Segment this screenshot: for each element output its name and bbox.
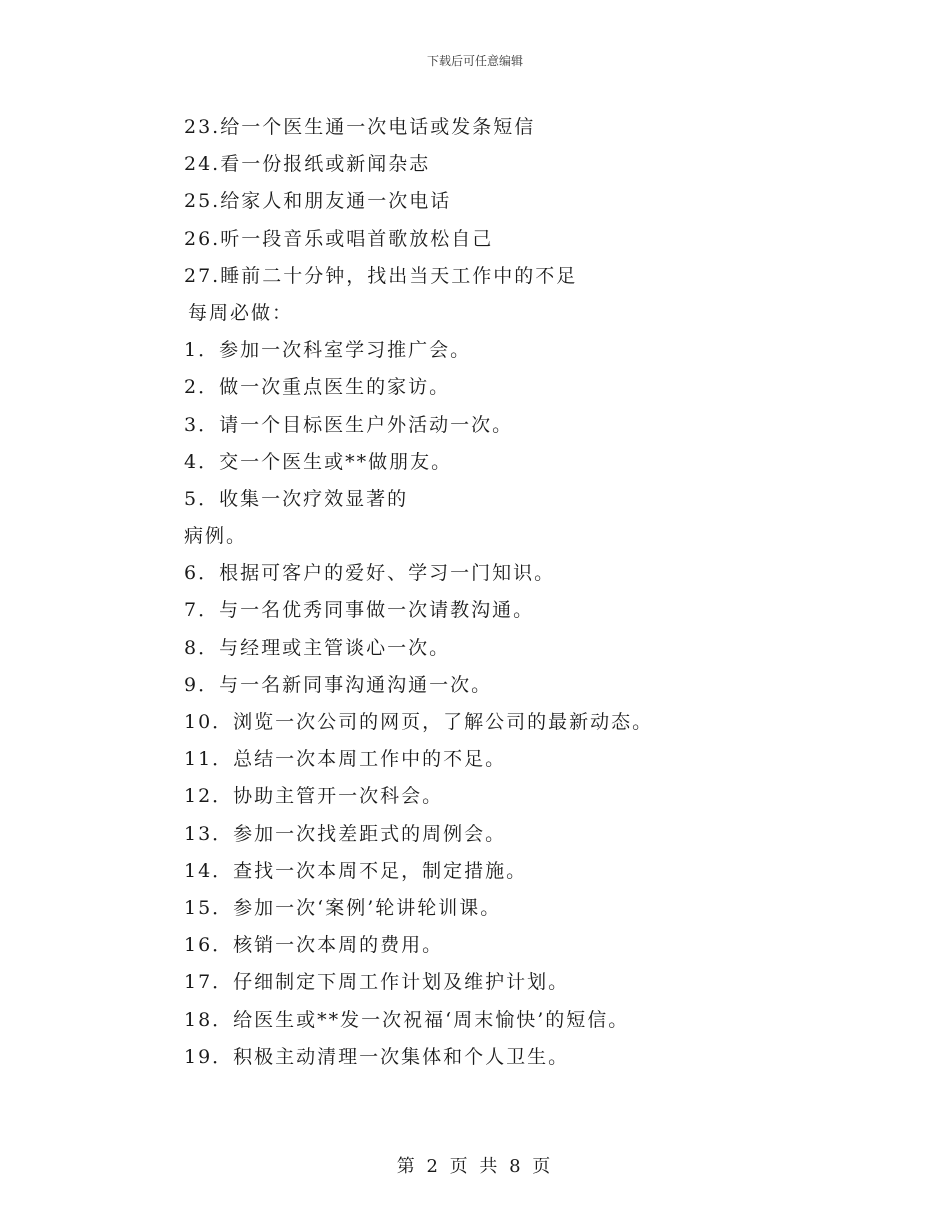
list-item: 5．收集一次疗效显著的 <box>184 487 409 510</box>
section-heading: 每周必做： <box>188 301 294 324</box>
list-item: 10．浏览一次公司的网页，了解公司的最新动态。 <box>184 711 654 733</box>
list-item: 9．与一名新同事沟通沟通一次。 <box>184 673 493 696</box>
list-item: 6．根据可客户的爱好、学习一门知识。 <box>184 562 556 585</box>
list-item: 23.给一个医生通一次电话或发条短信 <box>184 116 536 138</box>
list-item: 17．仔细制定下周工作计划及维护计划。 <box>184 971 570 994</box>
list-item: 15．参加一次‘案例’轮讲轮训课。 <box>184 896 502 919</box>
list-item: 8．与经理或主管谈心一次。 <box>184 636 451 659</box>
list-item: 27.睡前二十分钟，找出当天工作中的不足 <box>184 264 578 287</box>
page-header: 下载后可任意编辑 <box>426 54 523 68</box>
list-item: 1．参加一次科室学习推广会。 <box>184 339 472 362</box>
page-number: 第 2 页 共 8 页 <box>396 1156 554 1177</box>
document-body <box>184 109 884 1076</box>
list-item-continuation: 病例。 <box>184 525 248 548</box>
list-item: 25.给家人和朋友通一次电话 <box>184 190 452 213</box>
list-item: 26.听一段音乐或唱首歌放松自己 <box>184 227 494 250</box>
list-item: 13．参加一次找差距式的周例会。 <box>184 822 507 845</box>
list-item: 2．做一次重点医生的家访。 <box>184 376 451 399</box>
list-item: 19．积极主动清理一次集体和个人卫生。 <box>184 1045 570 1068</box>
list-item: 12．协助主管开一次科会。 <box>184 785 444 808</box>
list-item: 11．总结一次本周工作中的不足。 <box>184 748 507 771</box>
list-item: 14．查找一次本周不足，制定措施。 <box>184 859 528 882</box>
list-item: 24.看一份报纸或新闻杂志 <box>184 153 431 176</box>
list-item: 16．核销一次本周的费用。 <box>184 934 444 957</box>
list-item: 7．与一名优秀同事做一次请教沟通。 <box>184 599 535 622</box>
list-item: 4．交一个医生或**做朋友。 <box>184 450 453 473</box>
list-item: 3．请一个目标医生户外活动一次。 <box>184 413 514 436</box>
list-item: 18．给医生或**发一次祝福‘周末愉快’的短信。 <box>184 1008 630 1031</box>
